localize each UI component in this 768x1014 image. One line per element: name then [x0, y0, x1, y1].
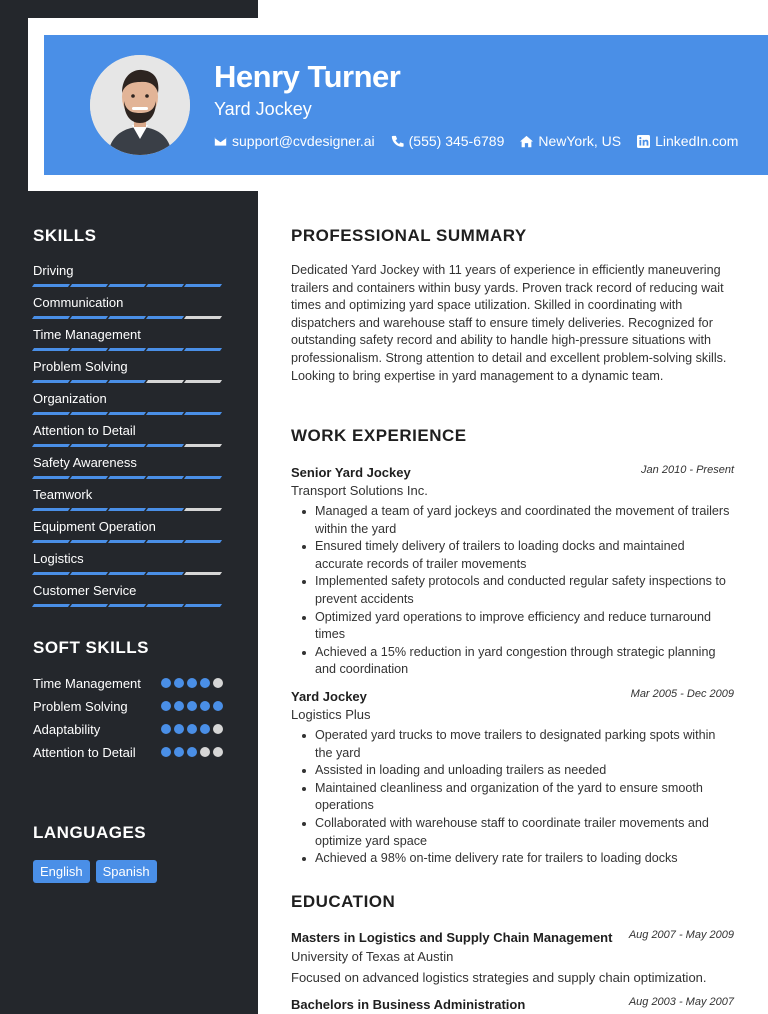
- skill-level-bar: [33, 476, 221, 479]
- skill-level-segment: [32, 412, 70, 415]
- skill-name: Equipment Operation: [33, 519, 156, 534]
- skill-level-bar: [33, 540, 221, 543]
- skill-level-segment: [184, 476, 222, 479]
- soft-skills-list: [33, 675, 223, 767]
- skills-heading: SKILLS: [33, 226, 97, 245]
- skill-level-segment: [146, 316, 184, 319]
- skill-level-segment: [184, 540, 222, 543]
- skill-level-segment: [108, 444, 146, 447]
- rating-dot: [187, 678, 197, 688]
- soft-skill-item: [33, 698, 223, 715]
- skill-level-bar: [33, 316, 221, 319]
- edu-degree: Masters in Logistics and Supply Chain Management: [291, 930, 613, 945]
- soft-skill-rating: [161, 678, 223, 688]
- skill-level-segment: [32, 284, 70, 287]
- skill-level-segment: [184, 572, 222, 575]
- job-bullet: Assisted in loading and unloading trailers as needed: [291, 762, 736, 780]
- rating-dot: [200, 701, 210, 711]
- skill-level-bar: [33, 380, 221, 383]
- candidate-name: Henry Turner: [214, 59, 401, 94]
- soft-skill-item: [33, 675, 223, 692]
- edu-description: Focused on advanced logistics strategies and supply chain optimization.: [291, 970, 707, 985]
- education-heading: EDUCATION: [291, 892, 396, 911]
- job-bullet: Managed a team of yard jockeys and coordinated the movement of trailers within the yard: [291, 503, 736, 538]
- skill-level-segment: [70, 604, 108, 607]
- job-bullet: Optimized yard operations to improve efficiency and reduce turnaround times: [291, 609, 736, 644]
- skill-name: Time Management: [33, 327, 141, 342]
- job-bullets: [291, 727, 736, 868]
- job-bullet: Implemented safety protocols and conducted regular safety inspections to prevent accidents: [291, 573, 736, 608]
- skills-list: [33, 263, 223, 615]
- skill-level-segment: [184, 444, 222, 447]
- skill-level-segment: [108, 508, 146, 511]
- language-tag: Spanish: [96, 860, 157, 883]
- skill-level-segment: [70, 476, 108, 479]
- soft-skill-rating: [161, 747, 223, 757]
- skill-level-segment: [146, 444, 184, 447]
- rating-dot: [213, 747, 223, 757]
- linkedin-icon: [637, 135, 650, 148]
- job-company: Transport Solutions Inc.: [291, 483, 428, 498]
- skill-level-segment: [70, 284, 108, 287]
- rating-dot: [174, 747, 184, 757]
- skill-name: Safety Awareness: [33, 455, 137, 470]
- skill-name: Customer Service: [33, 583, 137, 598]
- skill-level-segment: [146, 508, 184, 511]
- skill-level-segment: [70, 540, 108, 543]
- job-bullet: Achieved a 15% reduction in yard congestion through strategic planning and coordination: [291, 644, 736, 679]
- language-tag: English: [33, 860, 90, 883]
- skill-level-segment: [184, 508, 222, 511]
- rating-dot: [213, 701, 223, 711]
- job-bullet: Ensured timely delivery of trailers to loading docks and maintained accurate records of trailer movements: [291, 538, 736, 573]
- skill-level-bar: [33, 284, 221, 287]
- contact-linkedin[interactable]: [637, 133, 738, 149]
- job-bullets: [291, 503, 736, 679]
- skill-item: [33, 551, 223, 583]
- envelope-icon: [214, 135, 227, 148]
- home-icon: [520, 135, 533, 148]
- job-bullet: Achieved a 98% on-time delivery rate for trailers to loading docks: [291, 850, 736, 868]
- rating-dot: [174, 701, 184, 711]
- skill-item: [33, 487, 223, 519]
- skill-name: Teamwork: [33, 487, 93, 502]
- skill-level-segment: [108, 348, 146, 351]
- skill-level-segment: [70, 348, 108, 351]
- job-dates: Mar 2005 - Dec 2009: [630, 688, 734, 700]
- contact-phone[interactable]: [391, 133, 505, 149]
- rating-dot: [200, 724, 210, 734]
- skill-level-segment: [32, 604, 70, 607]
- skill-level-bar: [33, 604, 221, 607]
- contact-email-text: support@cvdesigner.ai: [232, 133, 375, 149]
- rating-dot: [161, 701, 171, 711]
- skill-item: [33, 583, 223, 615]
- rating-dot: [161, 678, 171, 688]
- skill-level-segment: [108, 412, 146, 415]
- contact-email[interactable]: [214, 133, 375, 149]
- rating-dot: [200, 747, 210, 757]
- skill-item: [33, 295, 223, 327]
- skill-level-segment: [70, 444, 108, 447]
- rating-dot: [187, 724, 197, 734]
- job-bullet: Maintained cleanliness and organization of the yard to ensure smooth operations: [291, 780, 736, 815]
- rating-dot: [161, 747, 171, 757]
- job-bullet: Collaborated with warehouse staff to coordinate trailer movements and optimize yard space: [291, 815, 736, 850]
- skill-level-segment: [32, 444, 70, 447]
- skill-level-segment: [70, 380, 108, 383]
- edu-dates: Aug 2007 - May 2009: [628, 929, 734, 941]
- contact-location-text: NewYork, US: [538, 133, 622, 149]
- job-bullet: Operated yard trucks to move trailers to designated parking spots within the yard: [291, 727, 736, 762]
- skill-level-segment: [108, 540, 146, 543]
- rating-dot: [213, 678, 223, 688]
- job-title: Yard Jockey: [291, 689, 367, 704]
- skill-level-segment: [32, 572, 70, 575]
- skill-level-segment: [146, 572, 184, 575]
- skill-level-segment: [32, 476, 70, 479]
- rating-dot: [174, 678, 184, 688]
- job-company: Logistics Plus: [291, 707, 371, 722]
- skill-level-segment: [184, 348, 222, 351]
- skill-name: Logistics: [33, 551, 84, 566]
- skill-level-bar: [33, 508, 221, 511]
- skill-level-segment: [184, 380, 222, 383]
- skill-level-bar: [33, 412, 221, 415]
- skill-level-segment: [146, 540, 184, 543]
- skill-level-bar: [33, 444, 221, 447]
- avatar: [90, 55, 190, 155]
- skill-level-segment: [108, 572, 146, 575]
- edu-degree: Bachelors in Business Administration: [291, 997, 526, 1012]
- rating-dot: [187, 747, 197, 757]
- skill-level-segment: [146, 476, 184, 479]
- skill-level-bar: [33, 348, 221, 351]
- skill-level-segment: [32, 316, 70, 319]
- languages-heading: LANGUAGES: [33, 823, 147, 842]
- contact-bar: [214, 133, 738, 149]
- skill-item: [33, 455, 223, 487]
- rating-dot: [187, 701, 197, 711]
- skill-level-segment: [108, 284, 146, 287]
- skill-level-segment: [146, 380, 184, 383]
- soft-skill-rating: [161, 724, 223, 734]
- skill-name: Attention to Detail: [33, 423, 136, 438]
- skill-name: Problem Solving: [33, 359, 128, 374]
- soft-skill-item: [33, 744, 223, 761]
- skill-level-segment: [70, 412, 108, 415]
- skill-level-segment: [184, 412, 222, 415]
- skill-level-segment: [70, 508, 108, 511]
- skill-level-segment: [146, 604, 184, 607]
- soft-skills-heading: SOFT SKILLS: [33, 638, 149, 657]
- skill-name: Driving: [33, 263, 74, 278]
- skill-level-segment: [32, 540, 70, 543]
- contact-linkedin-text: LinkedIn.com: [655, 133, 739, 149]
- skill-level-segment: [108, 316, 146, 319]
- skill-name: Organization: [33, 391, 107, 406]
- job-title: Senior Yard Jockey: [291, 465, 411, 480]
- soft-skill-name: Attention to Detail: [33, 745, 136, 760]
- summary-heading: PROFESSIONAL SUMMARY: [291, 226, 527, 245]
- summary-text: Dedicated Yard Jockey with 11 years of experience in efficiently maneuvering trailers and containers within busy yards. Proven track record of reducing wait times and optimizing yard space utilization. Skilled in coordinating with dispatchers and warehouse staff to ensure timely deliveries. Recognized for outstanding safety record and ability to handle high-pressure situations with professionalism. Strong attention to detail and excellent problem-solving skills. Looking to bring expertise in yard management to a dynamic team.: [291, 263, 727, 383]
- soft-skill-name: Time Management: [33, 676, 141, 691]
- skill-name: Communication: [33, 295, 124, 310]
- contact-location: [520, 133, 621, 149]
- skill-level-segment: [32, 348, 70, 351]
- skill-level-segment: [108, 476, 146, 479]
- soft-skill-rating: [161, 701, 223, 711]
- skill-item: [33, 327, 223, 359]
- languages-list: [33, 860, 157, 883]
- phone-icon: [391, 135, 404, 148]
- edu-dates: Aug 2003 - May 2007: [628, 996, 734, 1008]
- header-banner: [44, 35, 768, 175]
- skill-level-segment: [184, 604, 222, 607]
- skill-item: [33, 263, 223, 295]
- contact-phone-text: (555) 345-6789: [408, 133, 505, 149]
- skill-level-segment: [184, 316, 222, 319]
- soft-skill-name: Adaptability: [33, 722, 101, 737]
- edu-school: University of Texas at Austin: [291, 949, 454, 964]
- skill-level-segment: [70, 316, 108, 319]
- skill-item: [33, 359, 223, 391]
- skill-level-bar: [33, 572, 221, 575]
- top-margin: [258, 0, 768, 18]
- skill-level-segment: [108, 604, 146, 607]
- rating-dot: [200, 678, 210, 688]
- soft-skill-item: [33, 721, 223, 738]
- skill-item: [33, 391, 223, 423]
- skill-level-segment: [32, 508, 70, 511]
- rating-dot: [161, 724, 171, 734]
- rating-dot: [174, 724, 184, 734]
- skill-level-segment: [108, 380, 146, 383]
- candidate-title: Yard Jockey: [214, 99, 312, 119]
- skill-item: [33, 519, 223, 551]
- experience-heading: WORK EXPERIENCE: [291, 426, 467, 445]
- skill-level-segment: [146, 348, 184, 351]
- skill-level-segment: [32, 380, 70, 383]
- skill-level-segment: [146, 412, 184, 415]
- skill-level-segment: [70, 572, 108, 575]
- soft-skill-name: Problem Solving: [33, 699, 128, 714]
- skill-level-segment: [184, 284, 222, 287]
- rating-dot: [213, 724, 223, 734]
- job-dates: Jan 2010 - Present: [641, 464, 734, 476]
- skill-level-segment: [146, 284, 184, 287]
- skill-item: [33, 423, 223, 455]
